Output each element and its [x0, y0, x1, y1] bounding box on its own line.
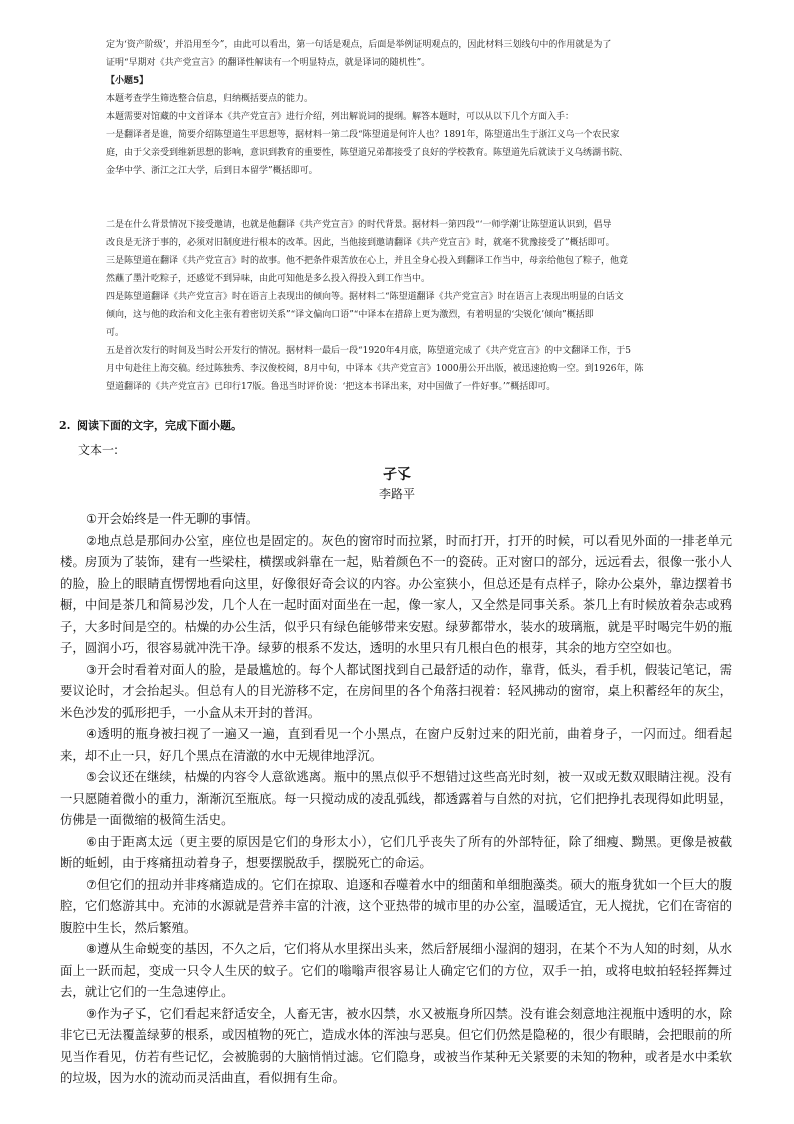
article-paragraph: ⑧遵从生命蜕变的基因，不久之后，它们将从水里探出头来，然后舒展细小湿润的翅羽，在某个不为人知的时刻，从水面上一跃而起，变成一只令人生厌的蚊子。它们的嗡嗡声很容易让人确定它们的方位，双手一拍，或将电蚊拍轻轻挥舞过去，就让它们的一生急速停止。 — [60, 941, 732, 999]
paragraph-gap — [106, 198, 736, 216]
question-heading — [59, 417, 242, 433]
answer-line: 五是首次发行的时间及当时公开发行的情况。据材料一最后一段“1920年4月底，陈望道完成了《共产党宣言》的中文翻译工作，于5 — [106, 346, 631, 356]
article-body — [60, 508, 732, 1089]
answer-line: 月中旬赴往上海交稿。经过陈独秀、李汉俊校阅，8月中旬，中译本《共产党宣言》1000册公开出版，被迅速抢购一空。到1926年，陈 — [106, 364, 644, 374]
article-paragraph: ⑥由于距离太远（更主要的原因是它们的身形太小），它们几乎丧失了所有的外部特征，除了细瘦、黝黑。更像是被截断的蚯蚓，由于疼痛扭动着身子，想要摆脱敌手，摆脱死亡的命运。 — [60, 833, 732, 870]
text-one-label: 文本一: — [78, 443, 119, 457]
question-number: 2. — [59, 419, 71, 432]
answer-line: 四是陈望道翻译《共产党宣言》时在语言上表现出的倾向等。据材料二“陈望道翻译《共产党宣言》时在语言上表现出明显的白话文 — [106, 292, 624, 302]
question-prompt: 阅读下面的文字，完成下面小题。 — [77, 419, 242, 432]
answer-line: 三是陈望道在翻译《共产党宣言》时的故事。他不把条件艰苦放在心上，并且全身心投入到翻译工作当中，母亲给他包了粽子，他竟 — [106, 256, 629, 266]
subquestion-heading: 【小题5】 — [106, 76, 149, 86]
answer-line: 倾向，这与他的政治和文化主张有着密切关系”“译文偏向口语”“中译本在措辞上更为激烈，有着明显的‘尖锐化’倾向”概括即 — [106, 310, 594, 320]
article-paragraph: ④透明的瓶身被扫视了一遍又一遍，直到看见一个小黑点，在窗户反射过来的阳光前，曲着身子，一闪而过。细看起来，却不止一只，好几个黑点在清澈的水中无规律地浮沉。 — [60, 726, 732, 763]
answer-line: 定为‘资产阶级’，并沿用至今”，由此可以看出，第一句话是观点，后面是举例证明观点的，因此材料三划线句中的作用就是为了 — [106, 40, 612, 50]
article-paragraph: ③开会时看着对面人的脸，是最尴尬的。每个人都试图找到自己最舒适的动作，靠背，低头，看手机，假装记笔记，需要议论时，才会抬起头。但总有人的目光游移不定，在房间里的各个角落扫视着：轻风拂动的窗帘，桌上积蓄经年的灰尘，米色沙发的弧形把手，一小盒从未开封的普洱。 — [60, 661, 732, 720]
answer-line: 本题需要对馆藏的中文首译本《共产党宣言》进行介绍，列出解说词的提纲。解答本题时，可以从以下几个方面入手： — [106, 112, 575, 122]
article-paragraph: ⑨作为孑孓，它们看起来舒适安全，人畜无害，被水囚禁，水又被瓶身所囚禁。没有谁会刻意地注视瓶中透明的水，除非它已无法覆盖绿萝的根系，或因植物的死亡，造成水体的浑浊与恶臭。但它们仍然是隐秘的，很少有眼睛，会把眼前的所见当作看见，仿若有些记忆，会被脆弱的大脑悄悄过滤。它们隐身，或被当作某种无关紧要的未知的物种，或者是水中柔软的垃圾，因为水的流动而灵活曲直，看似拥有生命。 — [60, 1005, 732, 1085]
paragraph-gap — [106, 180, 736, 198]
article-paragraph: ①开会始终是一件无聊的事情。 — [86, 511, 259, 526]
answer-line: 本题考查学生筛选整合信息，归纳概括要点的能力。 — [106, 94, 314, 104]
article-paragraph: ⑦但它们的扭动并非疼痛造成的。它们在掠取、追逐和吞噬着水中的细菌和单细胞藻类。硕大的瓶身犹如一个巨大的腹腔，它们悠游其中。充沛的水源就是营养丰富的汁液，这个亚热带的城市里的办公室，温暖适宜，无人搅扰，它们在寄宿的腹腔中生长，然后繁殖。 — [60, 876, 732, 935]
answer-line: 二是在什么背景情况下接受邀请，也就是他翻译《共产党宣言》的时代背景。据材料一第四段“‘一师学潮’让陈望道认识到，倡导 — [106, 220, 612, 230]
article-paragraph: ⑤会议还在继续，枯燥的内容令人意欲逃离。瓶中的黑点似乎不想错过这些高光时刻，被一双或无数双眼睛注视。没有一只愿随着微小的重力，渐渐沉至瓶底。每一只搅动成的凌乱弧线，都透露着与自然的对抗，它们把挣扎表现得如此明显，仿佛是一面微缩的极简生活史。 — [60, 769, 732, 827]
article-paragraph: ②地点总是那间办公室，座位也是固定的。灰色的窗帘时而拉紧，时而打开，打开的时候，可以看见外面的一排老单元楼。房顶为了装饰，建有一些梁柱，横摆或斜靠在一起，贴着颜色不一的瓷砖。正对窗口的部分，远远看去，很像一张小人的脸，脸上的眼睛直愣愣地看向这里，好像很好奇会议的内容。办公室狭小，但总还是有点样子，除办公桌外，靠边摆着书橱，中间是茶几和简易沙发，几个人在一起时面对面坐在一起，像一家人，又全然是同事关系。茶几上有时候放着杂志或鸦子，大多时间是空的。枯燥的办公生活，似乎只有绿色能够带来安慰。绿萝都带水，装水的玻璃瓶，就是平时喝完牛奶的瓶子，圆润小巧，很容易就冲洗干净。绿萝的根系不发达，透明的水里只有几根白色的根芽，其余的地方空空如也。 — [60, 532, 732, 655]
answer-explanation — [106, 36, 736, 396]
answer-line: 改良是无济于事的，必须对旧制度进行根本的改革。因此，当他接到邀请翻译《共产党宣言》时，就毫不犹豫接受了”概括即可。 — [106, 238, 615, 248]
article-author: 李路平 — [378, 487, 415, 501]
answer-line: 证明“早期对《共产党宣言》的翻译性解读有一个明显特点，就是译词的随机性”。 — [106, 58, 431, 68]
answer-line: 望道翻译的《共产党宣言》已印行17版。鲁迅当时评价说：‘把这本书译出来，对中国做了一件好事。’”概括即可。 — [106, 382, 556, 392]
answer-line: 金华中学、浙江之江大学，后到日本留学”概括即可。 — [106, 166, 318, 176]
article-title: 孑孓 — [383, 467, 411, 483]
answer-line: 庭，由于父亲受到维新思想的影响，意识到教育的重要性，陈望道兄弟都接受了良好的学校教育。陈望道先后就读于义乌绣湖书院、 — [106, 148, 629, 158]
answer-line: 一是翻译者是谁，简要介绍陈望道生平思想等，据材料一第二段“陈望道是何许人也？1891年，陈望道出生于浙江义乌一个农民家 — [106, 130, 620, 140]
answer-line: 可。 — [106, 328, 125, 338]
answer-line: 然蘸了墨汁吃粽子，还感觉不到异味，由此可知他是多么投入得投入到工作当中。 — [106, 274, 431, 284]
